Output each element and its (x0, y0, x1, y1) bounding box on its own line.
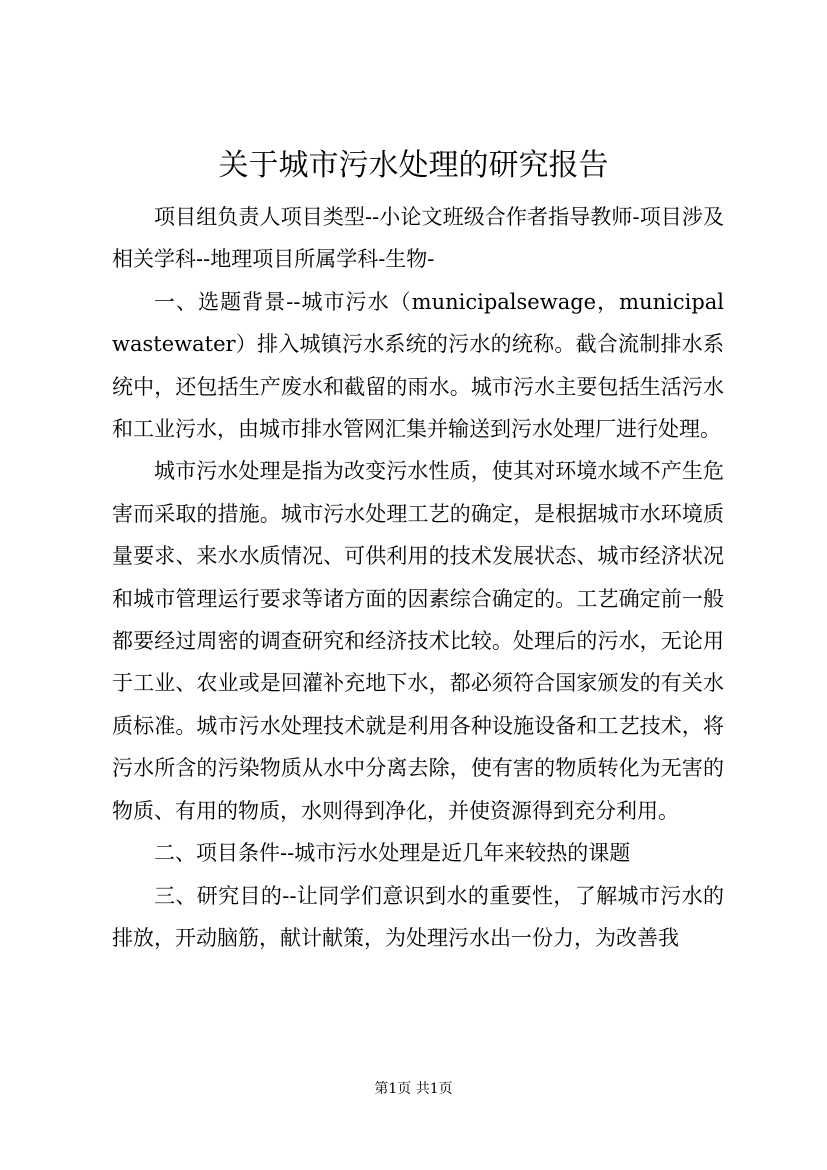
paragraph-background: 一、选题背景--城市污水（municipalsewage，municipalwastewater）排入城镇污水系统的污水的统称。截合流制排水系统中，还包括生产废水和截留的雨水。城市污水主要包括生活污水和工业污水，由城市排水管网汇集并输送到污水处理厂进行处理。 (112, 289, 724, 442)
paragraph-conditions: 二、项目条件--城市污水处理是近几年来较热的课题 (154, 841, 631, 866)
paragraph-project-info: 项目组负责人项目类型--小论文班级合作者指导教师-项目涉及相关学科--地理项目所属学科-生物- (112, 205, 724, 272)
document-title: 关于城市污水处理的研究报告 (218, 148, 609, 183)
paragraph-treatment: 城市污水处理是指为改变污水性质，使其对环境水域不产生危害而采取的措施。城市污水处理工艺的确定，是根据城市水环境质量要求、来水水质情况、可供利用的技术发展状态、城市经济状况和城市管理运行要求等诸方面的因素综合确定的。工艺确定前一般都要经过周密的调查研究和经济技术比较。处理后的污水，无论用于工业、农业或是回灌补充地下水，都必须符合国家颁发的有关水质标准。城市污水处理技术就是利用各种设施设备和工艺技术，将污水所含的污染物质从水中分离去除，使有害的物质转化为无害的物质、有用的物质，水则得到净化，并使资源得到充分利用。 (112, 459, 724, 823)
page-number-footer: 第1页 共1页 (374, 1081, 453, 1097)
paragraph-purpose: 三、研究目的--让同学们意识到水的重要性，了解城市污水的排放，开动脑筋，献计献策，为处理污水出一份力，为改善我 (112, 883, 724, 950)
document-body (112, 196, 724, 959)
